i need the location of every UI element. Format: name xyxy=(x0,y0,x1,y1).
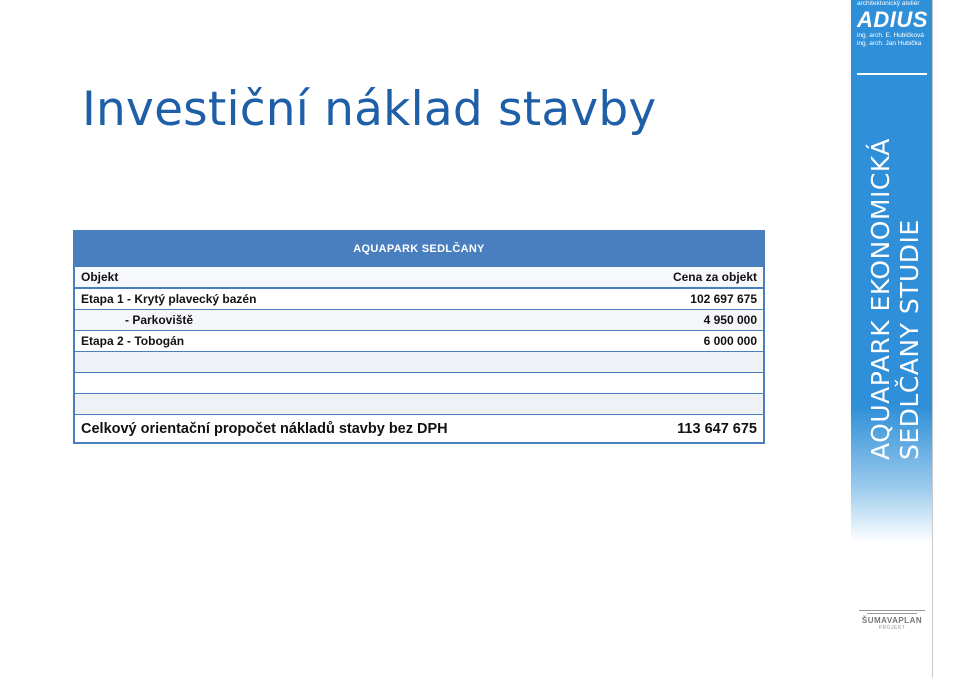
logo-divider xyxy=(857,73,927,75)
table-row xyxy=(74,288,764,310)
table-caption: AQUAPARK SEDLČANY xyxy=(74,231,764,267)
logo-caption: architektonický ateliér xyxy=(857,0,920,7)
vertical-title-line-1: AQUAPARK EKONOMICKÁ xyxy=(866,138,895,460)
logo-name: ADIUS xyxy=(857,7,928,32)
vertical-project-title xyxy=(866,138,924,460)
table-row xyxy=(74,310,764,331)
slide-title: Investiční náklad stavby xyxy=(82,82,657,137)
row-label: - Parkoviště xyxy=(74,310,624,331)
row-value: 6 000 000 xyxy=(624,331,764,352)
total-label: Celkový orientační propočet nákladů stavby bez DPH xyxy=(81,420,448,437)
vertical-title-line-2: SEDLČANY STUDIE xyxy=(895,219,924,460)
total-value: 113 647 675 xyxy=(677,420,757,437)
empty-row xyxy=(74,394,764,415)
side-border xyxy=(932,0,933,678)
column-header-object: Objekt xyxy=(74,267,624,289)
row-label: Etapa 1 - Krytý plavecký bazén xyxy=(74,288,624,310)
adius-logo xyxy=(857,0,931,48)
column-header-price: Cena za objekt xyxy=(624,267,764,289)
empty-row xyxy=(74,373,764,394)
empty-row xyxy=(74,352,764,373)
logo-person-2: ing. arch. Jan Hubička xyxy=(857,40,922,47)
table-caption-row xyxy=(74,231,764,267)
row-value: 102 697 675 xyxy=(624,288,764,310)
total-row xyxy=(74,415,764,444)
footer-sub: PROJEKT xyxy=(878,625,906,631)
row-value: 4 950 000 xyxy=(624,310,764,331)
row-label: Etapa 2 - Tobogán xyxy=(74,331,624,352)
footer-logo-line xyxy=(859,610,925,611)
footer-brand: ŠUMAVAPLAN xyxy=(861,616,923,625)
table-row xyxy=(74,331,764,352)
sumavaplan-logo xyxy=(855,610,929,631)
logo-person-1: ing. arch. E. Hubičková xyxy=(857,32,924,39)
table-column-header-row xyxy=(74,267,764,289)
footer-logo-line xyxy=(867,613,917,614)
cost-table xyxy=(73,230,765,444)
